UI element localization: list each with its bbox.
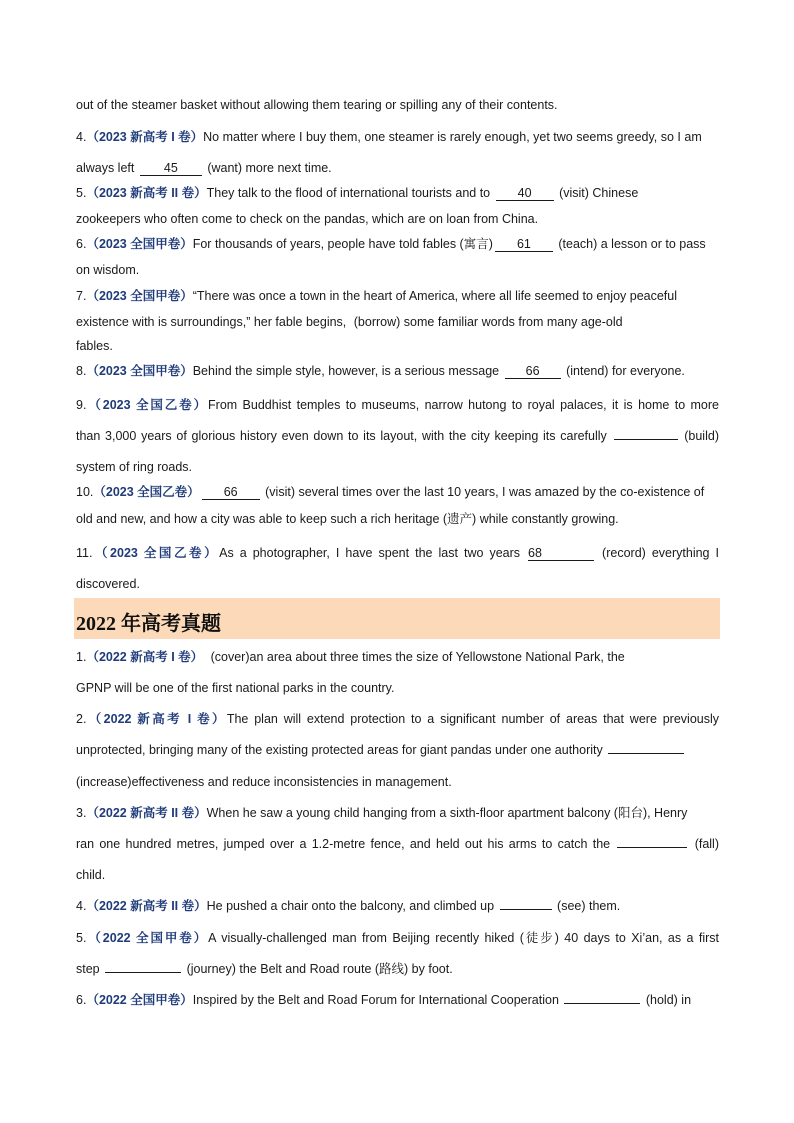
question-text: always left (76, 161, 138, 175)
answer-blank[interactable] (608, 753, 684, 754)
question-line (76, 576, 719, 592)
question-number: 9. (76, 398, 87, 412)
question-text: discovered. (76, 577, 140, 591)
exam-source: （2023 全国甲卷） (86, 289, 193, 303)
question-text: They talk to the flood of international tourists and to (206, 186, 494, 200)
question-line (76, 459, 719, 475)
question-text: (visit) several times over the last 10 years, I was amazed by the co-existence of (261, 485, 705, 499)
question-number: 10. (76, 485, 94, 499)
question-text: (visit) Chinese (555, 186, 639, 200)
answer-blank[interactable]: 61 (495, 238, 553, 252)
question-number: 7. (76, 289, 87, 303)
question-text: (increase)effectiveness and reduce inconsistencies in management. (76, 775, 452, 789)
question-text: existence with is surroundings,” her fable begins, (76, 315, 347, 329)
exam-source: （2023 全国乙卷） (93, 485, 200, 499)
question-text: “There was once a town in the heart of America, where all life seemed to enjoy peaceful (192, 289, 678, 303)
answer-blank[interactable]: 66 (505, 365, 561, 379)
question-line (76, 129, 719, 145)
question-text: than 3,000 years of glorious history even down to its layout, with the city keeping its carefully (76, 429, 612, 443)
question-line (76, 545, 719, 561)
question-number: 4. (76, 130, 87, 144)
question-number: 3. (76, 806, 87, 820)
question-text: (journey) the Belt and Road route (路线) by foot. (183, 962, 453, 976)
question-line (76, 185, 719, 201)
exam-source: （2023 全国乙卷） (86, 398, 209, 412)
question-text: (intend) for everyone. (562, 364, 685, 378)
question-number: 11. (76, 546, 93, 560)
question-line (76, 742, 719, 758)
question-text: (teach) a lesson or to pass (554, 237, 706, 251)
question-line (76, 397, 719, 413)
question-line (76, 160, 719, 176)
question-text: step (76, 962, 104, 976)
question-line (76, 649, 719, 665)
exam-source: （2022 新高考 II 卷） (86, 806, 207, 820)
question-text: zookeepers who often come to check on the pandas, which are on loan from China. (76, 212, 539, 226)
exam-source: （2022 新高考 II 卷） (86, 899, 207, 913)
question-text: (want) more next time. (203, 161, 332, 175)
question-line (76, 898, 719, 914)
question-text: (record) everything I (596, 546, 719, 560)
section-heading-2022 (74, 598, 720, 639)
question-line (76, 680, 719, 696)
question-number: 8. (76, 364, 87, 378)
exam-source: （2023 全国甲卷） (86, 237, 193, 251)
question-text: The plan will extend protection to a significant number of areas that were previously (226, 712, 720, 726)
answer-blank[interactable] (500, 909, 552, 910)
answer-blank[interactable] (617, 847, 687, 848)
question-line (76, 236, 719, 252)
question-text: (hold) in (642, 993, 692, 1007)
question-text: (borrow) some familiar words from many age-old (350, 315, 623, 329)
question-number: 5. (76, 931, 87, 945)
exam-source: （2022 新高考 I 卷） (86, 650, 204, 664)
question-text: When he saw a young child hanging from a sixth-floor apartment balcony (阳台), Henry (206, 806, 688, 820)
question-text: out of the steamer basket without allowing them tearing or spilling any of their contents. (76, 98, 558, 112)
question-line (76, 961, 719, 977)
question-number: 6. (76, 993, 87, 1007)
question-line (76, 774, 719, 790)
section-heading-text: 2022 年高考真题 (76, 613, 221, 635)
question-text: As a photographer, I have spent the last two years (219, 546, 527, 560)
question-line (76, 262, 719, 278)
question-text: unprotected, bringing many of the existing protected areas for giant pandas under one authority (76, 743, 607, 757)
question-number: 5. (76, 186, 87, 200)
question-text: A visually-challenged man from Beijing recently hiked (徒步) 40 days to Xi’an, as a first (208, 931, 719, 945)
exam-source: （2023 新高考 I 卷） (86, 130, 204, 144)
exam-source: （2022 全国甲卷） (86, 993, 193, 1007)
question-text: Inspired by the Belt and Road Forum for International Cooperation (192, 993, 563, 1007)
question-text: fables. (76, 339, 113, 353)
question-text: From Buddhist temples to museums, narrow hutong to royal palaces, it is home to more (208, 398, 720, 412)
exam-source: （2023 全国甲卷） (86, 364, 193, 378)
question-line (76, 511, 719, 527)
question-text: child. (76, 868, 106, 882)
exam-source: （2022 新高考 I 卷） (86, 712, 227, 726)
question-text: No matter where I buy them, one steamer is rarely enough, yet two seems greedy, so I am (203, 130, 702, 144)
answer-blank[interactable]: 40 (496, 187, 554, 201)
answer-blank[interactable]: 68 (528, 547, 594, 561)
question-line (76, 805, 719, 821)
question-line (76, 992, 719, 1008)
exam-source: （2022 全国甲卷） (86, 931, 209, 945)
question-text: For thousands of years, people have told fables (寓言) (192, 237, 493, 251)
question-line (76, 711, 719, 727)
question-line (76, 97, 719, 113)
question-number: 6. (76, 237, 87, 251)
question-text: GPNP will be one of the first national parks in the country. (76, 681, 395, 695)
question-line (76, 484, 719, 500)
question-number: 1. (76, 650, 87, 664)
question-line (76, 288, 719, 304)
question-line (76, 930, 719, 946)
answer-blank[interactable] (614, 439, 678, 440)
question-line (76, 836, 719, 852)
question-line (76, 338, 719, 354)
question-number: 4. (76, 899, 87, 913)
question-text: on wisdom. (76, 263, 140, 277)
answer-blank[interactable] (105, 972, 181, 973)
question-text: He pushed a chair onto the balcony, and climbed up (206, 899, 498, 913)
question-line (76, 363, 719, 379)
question-text: old and new, and how a city was able to keep such a rich heritage (遗产) while constantly growing. (76, 512, 619, 526)
answer-blank[interactable]: 66 (202, 486, 260, 500)
question-text: Behind the simple style, however, is a serious message (192, 364, 503, 378)
question-line (76, 314, 719, 330)
question-line (76, 428, 719, 444)
exam-source: （2023 全国乙卷） (92, 546, 220, 560)
answer-blank[interactable] (564, 1003, 640, 1004)
question-number: 2. (76, 712, 87, 726)
answer-blank[interactable]: 45 (140, 162, 202, 176)
question-line (76, 211, 719, 227)
question-text: ran one hundred metres, jumped over a 1.2-metre fence, and held out his arms to catch the (76, 837, 616, 851)
question-text: (fall) (689, 837, 719, 851)
question-text: (see) them. (553, 899, 621, 913)
question-line (76, 867, 719, 883)
question-text: (build) (679, 429, 719, 443)
question-text: (cover)an area about three times the size of Yellowstone National Park, the (207, 650, 625, 664)
exam-source: （2023 新高考 II 卷） (86, 186, 207, 200)
question-text: system of ring roads. (76, 460, 193, 474)
